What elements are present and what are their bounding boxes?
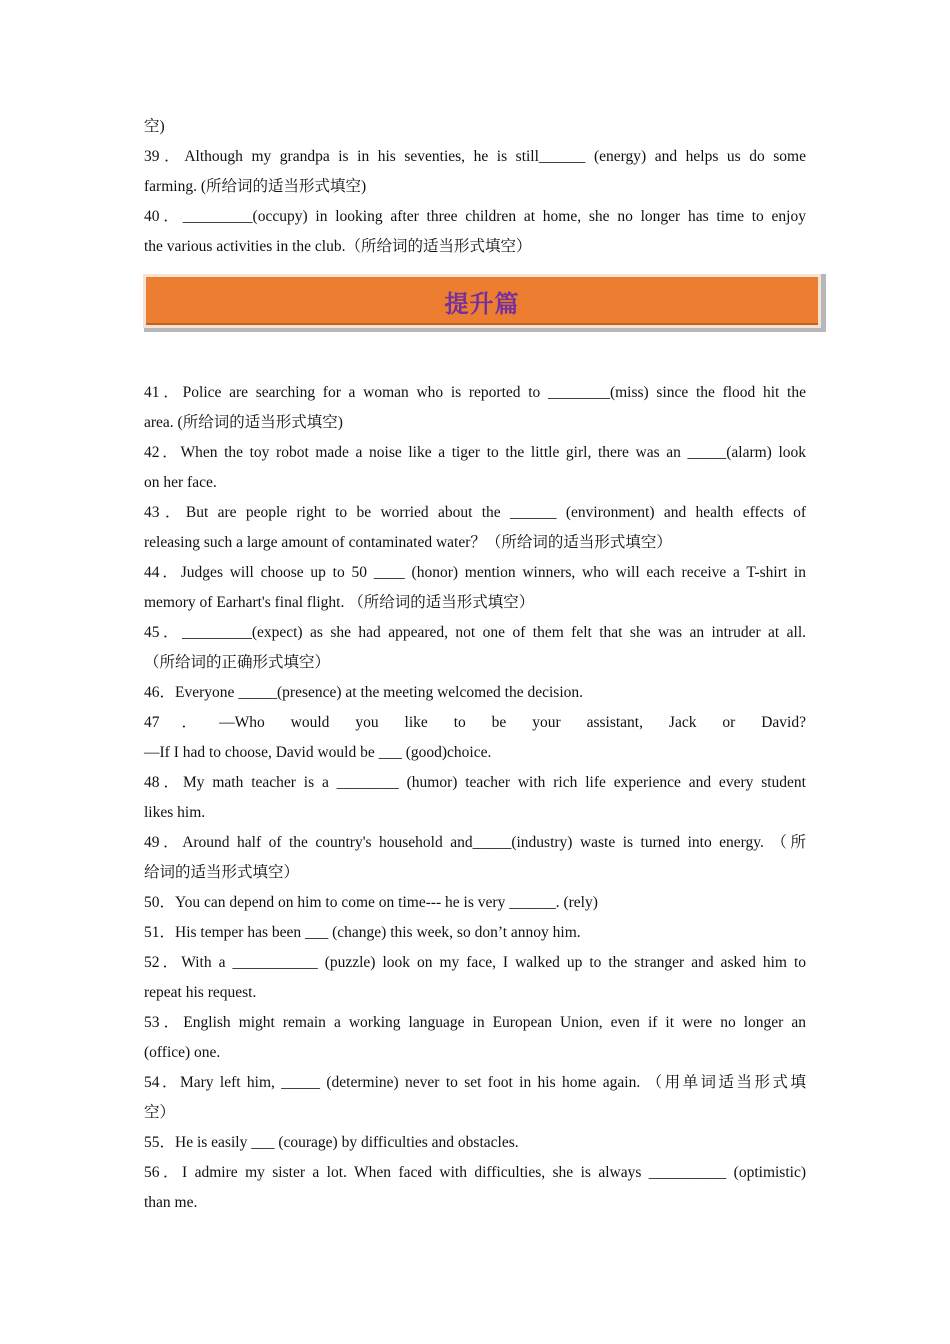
question-item [144, 1158, 806, 1218]
question-line: 53．English might remain a working language in European Union, even if it were no longer an [144, 1014, 806, 1031]
question-line: （所给词的正确形式填空） [144, 654, 331, 671]
question-item [144, 618, 806, 678]
question-item [144, 768, 806, 828]
question-item [144, 948, 806, 1008]
question-line: farming. (所给词的适当形式填空) [144, 178, 367, 195]
section-banner [144, 272, 806, 336]
question-line: (office) one. [144, 1044, 221, 1061]
question-40 [144, 202, 806, 262]
question-line: 45．_________(expect) as she had appeared, not one of them felt that she was an intruder at all. [144, 624, 806, 641]
document-page [144, 112, 806, 1218]
question-line: repeat his request. [144, 984, 257, 1001]
question-line: memory of Earhart's final flight. （所给词的适当形式填空） [144, 594, 535, 611]
question-item [144, 1008, 806, 1068]
question-line: 52．With a ___________ (puzzle) look on my face, I walked up to the stranger and asked him to [144, 954, 806, 971]
question-line: 41．Police are searching for a woman who is reported to ________(miss) since the flood hit the [144, 384, 806, 401]
continuation-text: 空) [144, 118, 165, 135]
question-line: 给词的适当形式填空） [144, 864, 300, 881]
question-line: the various activities in the club.（所给词的适当形式填空） [144, 238, 532, 255]
question-item [144, 888, 806, 918]
question-line: 54．Mary left him, _____ (determine) never to set foot in his home again. （用单词适当形式填 [144, 1074, 806, 1091]
question-line: —If I had to choose, David would be ___ (good)choice. [144, 744, 492, 761]
question-item [144, 708, 806, 768]
question-item [144, 378, 806, 438]
question-line: than me. [144, 1194, 198, 1211]
question-line: 48．My math teacher is a ________ (humor) teacher with rich life experience and every student [144, 774, 806, 791]
question-line: 40．_________(occupy) in looking after three children at home, she no longer has time to enjoy [144, 208, 806, 225]
question-line: area. (所给词的适当形式填空) [144, 414, 343, 431]
question-line: 44．Judges will choose up to 50 ____ (honor) mention winners, who will each receive a T-shirt in [144, 564, 806, 581]
question-item [144, 678, 806, 708]
question-list [144, 378, 806, 1218]
question-line: 42．When the toy robot made a noise like a tiger to the little girl, there was an _____(alarm) look [144, 444, 806, 461]
question-line: 55．He is easily ___ (courage) by difficulties and obstacles. [144, 1134, 519, 1151]
question-item [144, 438, 806, 498]
question-item [144, 918, 806, 948]
question-item [144, 498, 806, 558]
question-line: releasing such a large amount of contaminated water？（所给词的适当形式填空） [144, 534, 672, 551]
question-39 [144, 142, 806, 202]
question-line: 56．I admire my sister a lot. When faced with difficulties, she is always __________ (optimistic) [144, 1164, 806, 1181]
question-line: 空） [144, 1104, 176, 1121]
question-line: 49．Around half of the country's household and_____(industry) waste is turned into energy. （所 [144, 834, 806, 851]
question-line: 50．You can depend on him to come on time--- he is very ______. (rely) [144, 894, 598, 911]
question-item [144, 1128, 806, 1158]
question-line: 43．But are people right to be worried about the ______ (environment) and health effects of [144, 504, 806, 521]
question-line: on her face. [144, 474, 217, 491]
question-item [144, 558, 806, 618]
banner-box [143, 274, 821, 328]
question-line: 46．Everyone _____(presence) at the meeting welcomed the decision. [144, 684, 584, 701]
section-title: 提升篇 [444, 289, 520, 318]
question-line: 51．His temper has been ___ (change) this week, so don’t annoy him. [144, 924, 581, 941]
question-line: 47．—Who would you like to be your assistant, Jack or David? [144, 714, 806, 731]
question-line: 39．Although my grandpa is in his seventies, he is still______ (energy) and helps us do some [144, 148, 806, 165]
question-line: likes him. [144, 804, 206, 821]
question-item [144, 1068, 806, 1128]
question-item [144, 828, 806, 888]
